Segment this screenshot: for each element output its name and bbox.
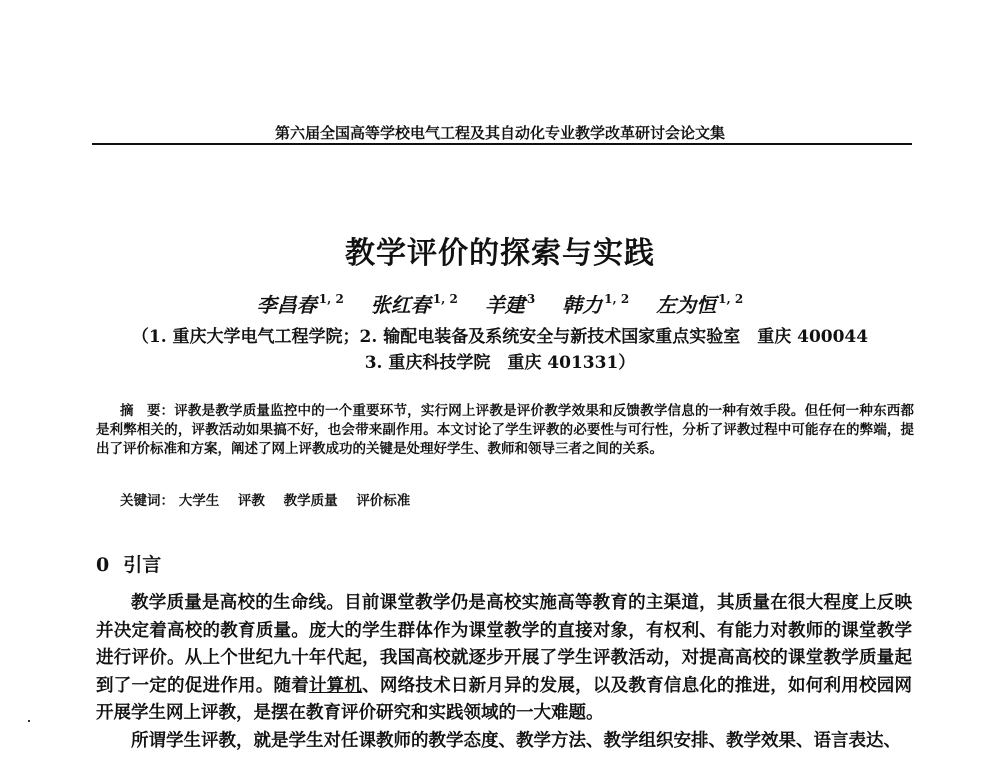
author-name: 羊建 — [484, 293, 525, 317]
paper-title: 教学评价的探索与实践 — [345, 236, 655, 271]
author-name: 张红春 — [370, 293, 431, 317]
keyword: 教学质量 — [283, 493, 338, 509]
affiliation-line-1: （1. 重庆大学电气工程学院；2. 输配电装备及系统安全与新技术国家重点实验室 重庆 400044 — [131, 327, 869, 347]
underlined-term: 计算机 — [308, 675, 363, 696]
running-header: 第六届全国高等学校电气工程及其自动化专业教学改革研讨会论文集 — [274, 124, 725, 142]
section-title: 引言 — [123, 554, 162, 576]
affiliation-line-2: 3. 重庆科技学院 重庆 401331） — [364, 353, 636, 373]
keyword: 大学生 — [178, 493, 220, 509]
author-affiliation-mark: 3 — [526, 292, 536, 306]
paragraph: 所谓学生评教，就是学生对任课教师的教学态度、教学方法、教学组织安排、教学效果、语言表达、 — [131, 730, 901, 751]
keyword: 评教 — [237, 493, 265, 509]
author-name: 韩力 — [562, 293, 603, 317]
author — [257, 293, 344, 317]
abstract-text: 评教是教学质量监控中的一个重要环节，实行网上评教是评价教学效果和反馈教学信息的一种有效手段。但任何一种东西都是利弊相关的，评教活动如果搞不好，也会带来副作用。本文讨论了学生评教的必要性与可行性，分析了评教过程中可能存在的弊端，提出了评价标准和方案，阐述了网上评教成功的关键是处理好学生、教师和领导三者之间的关系。 — [96, 403, 914, 457]
section-number: 0 — [96, 554, 110, 576]
author — [485, 293, 535, 317]
author — [562, 293, 629, 317]
author — [371, 293, 458, 317]
author-affiliation-mark: 1, 2 — [318, 292, 344, 306]
keywords — [120, 489, 424, 509]
abstract-label: 摘 要： — [120, 403, 174, 419]
section-body — [96, 590, 912, 755]
author-affiliation-mark: 1, 2 — [718, 292, 744, 306]
author-name: 左为恒 — [656, 293, 717, 317]
paragraph-text: 教学质量是高校的生命线。目前课堂教学仍是高校实施高等教育的主渠道，其质量在很大程度上反映并决定着高校的教育质量。庞大的学生群体作为课堂教学的直接对象，有权利、有能力对教师的课堂教学进行评价。从上个世纪九十年代起，我国高校就逐步开展了学生评教活动，对提高高校的课堂教学质量起到了一定的促进作用。随着 — [96, 593, 912, 696]
header-rule — [92, 143, 912, 145]
paragraph-text: 、网络技术日新月异的发展，以及教育信息化的推进，如何利用校园网开展学生网上评教，是摆在教育评价研究和实践领域的一大难题。 — [96, 675, 913, 723]
author-name: 李昌春 — [256, 293, 317, 317]
author-affiliation-mark: 1, 2 — [604, 292, 630, 306]
author-affiliation-mark: 1, 2 — [432, 292, 458, 306]
scan-speck — [28, 720, 30, 722]
keywords-label: 关键词： — [120, 493, 174, 509]
keyword: 评价标准 — [356, 493, 411, 509]
section-heading — [96, 550, 161, 577]
author-list — [0, 289, 1000, 318]
paragraph — [96, 590, 912, 728]
abstract — [96, 402, 914, 459]
author — [656, 293, 743, 317]
